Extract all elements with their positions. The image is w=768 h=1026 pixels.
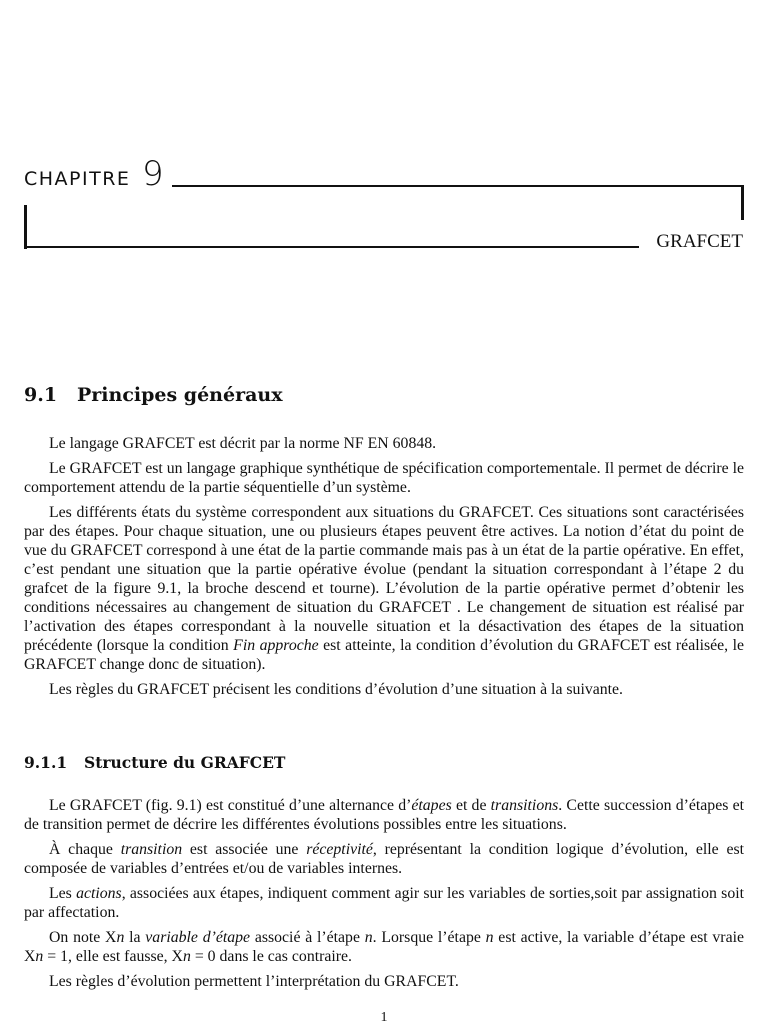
subsection-number: 9.1.1 bbox=[24, 753, 68, 772]
paragraph: À chaque transition est associée une réceptivité, représentant la condition logique d’évolution, elle est composée de variables d’entrées et/ou de variables internes. bbox=[24, 841, 744, 877]
subsection-title: Structure du GRAFCET bbox=[84, 753, 286, 772]
paragraph: Le langage GRAFCET est décrit par la norme NF EN 60848. bbox=[49, 435, 437, 452]
section-heading bbox=[24, 384, 744, 406]
section-body bbox=[24, 434, 744, 705]
paragraph: Les règles du GRAFCET précisent les conditions d’évolution d’une situation à la suivante. bbox=[49, 681, 623, 698]
chapter-title: GRAFCET bbox=[656, 231, 743, 252]
section-number: 9.1 bbox=[24, 384, 58, 406]
subsection-body bbox=[24, 796, 744, 997]
chapter-rule-bottom bbox=[24, 246, 639, 248]
paragraph: Le GRAFCET est un langage graphique synthétique de spécification comportementale. Il permet de décrire le comportement attendu de la partie séquentielle d’un système. bbox=[24, 460, 744, 496]
chapter-rule-right-tick bbox=[741, 185, 744, 220]
paragraph: Le GRAFCET (fig. 9.1) est constitué d’une alternance d’étapes et de transitions. Cette succession d’étapes et de transition permet de décrire les différentes évolutions possibles entre les situations. bbox=[24, 797, 744, 833]
page-number: 1 bbox=[380, 1010, 388, 1025]
chapter-rule-top bbox=[172, 185, 744, 187]
chapter-number: 9 bbox=[142, 154, 164, 194]
subsection-heading bbox=[24, 753, 744, 772]
paragraph: Les actions, associées aux étapes, indiquent comment agir sur les variables de sorties,soit par assignation soit par affectation. bbox=[24, 885, 744, 921]
paragraph: Les règles d’évolution permettent l’interprétation du GRAFCET. bbox=[49, 973, 459, 990]
section-title: Principes généraux bbox=[77, 384, 283, 406]
chapter-label: CHAPITRE bbox=[24, 168, 131, 190]
paragraph: Les différents états du système correspondent aux situations du GRAFCET. Ces situations sont caractérisées par des étapes. Pour chaque situation, une ou plusieurs étapes peuvent être actives. La notion d’état du point de vue du GRAFCET correspond à une état de la partie commande mais pas à un état de la partie opérative. En effet, c’est pendant une situation que la partie opérative évolue (pendant la situation correspondant à l’étape 2 du grafcet de la figure 9.1, la broche descend et tourne). L’évolution de la partie opérative permet d’obtenir les conditions nécessaires au changement de situation du GRAFCET . Le changement de situation est réalisé par l’activation des étapes correspondant à la nouvelle situation et la désactivation des étapes de la situation précédente (lorsque la condition Fin approche est atteinte, la condition d’évolution du GRAFCET est réalisée, le GRAFCET change donc de situation). bbox=[24, 504, 744, 673]
paragraph: On note Xn la variable d’étape associé à l’étape n. Lorsque l’étape n est active, la variable d’étape est vraie Xn = 1, elle est fausse, Xn = 0 dans le cas contraire. bbox=[24, 929, 744, 965]
chapter-rule-left-tick bbox=[24, 205, 27, 249]
